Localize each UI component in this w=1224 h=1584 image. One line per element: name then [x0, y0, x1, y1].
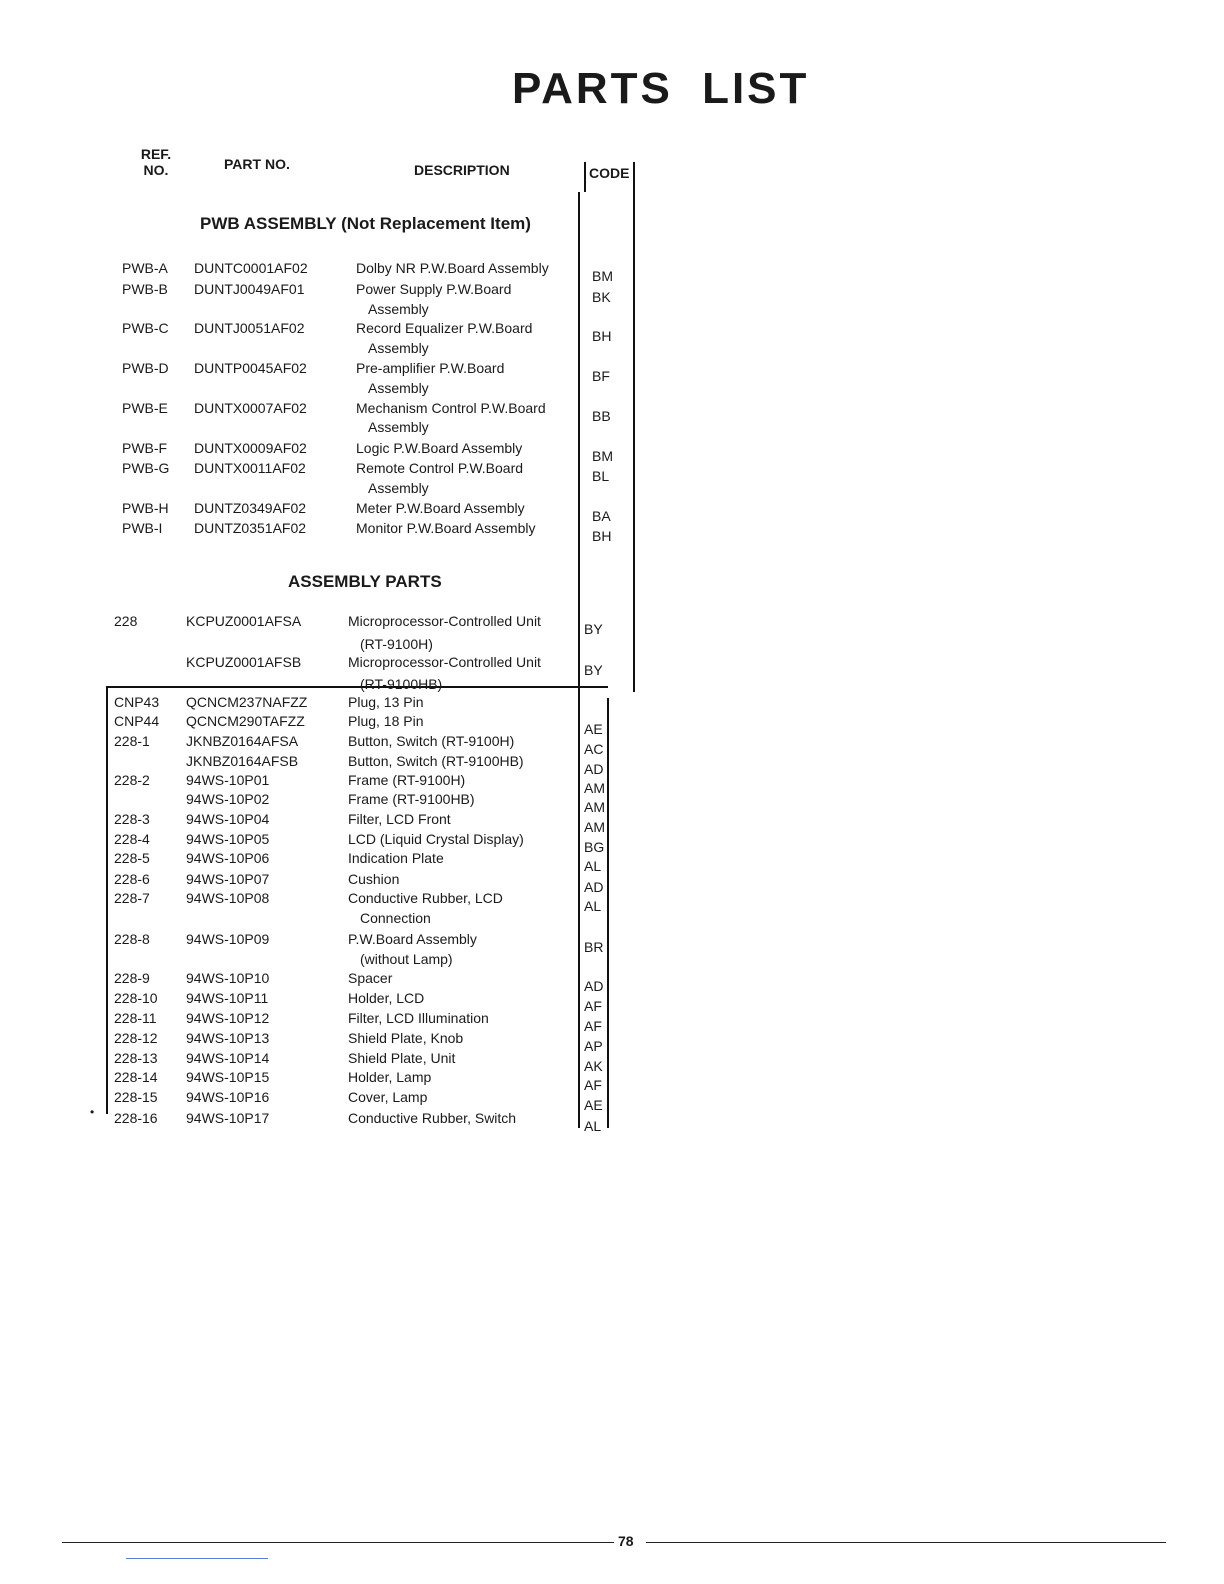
- description-cell: Mechanism Control P.W.Board: [356, 400, 546, 416]
- description-cell: Indication Plate: [348, 850, 444, 866]
- ref-cell: 228-16: [114, 1110, 158, 1126]
- part-no-cell: 94WS-10P13: [186, 1030, 270, 1046]
- description-cell: Assembly: [368, 340, 429, 356]
- ref-cell: CNP43: [114, 694, 160, 710]
- part-no-cell: KCPUZ0001AFSA: [186, 613, 302, 629]
- description-cell: LCD (Liquid Crystal Display): [348, 831, 524, 847]
- footer-rule-right: [646, 1542, 1166, 1543]
- code-cell: BR: [584, 939, 604, 955]
- part-no-cell: DUNTX0009AF02: [194, 440, 307, 456]
- table-row: [0, 733, 660, 757]
- code-cell: BY: [584, 662, 603, 678]
- description-cell: Assembly: [368, 480, 429, 496]
- table-row: [0, 281, 660, 305]
- table-row: [0, 360, 660, 384]
- section-heading-pwb-assembly: PWB ASSEMBLY (Not Replacement Item): [200, 214, 531, 233]
- description-cell: Assembly: [368, 419, 429, 435]
- table-row: [0, 320, 660, 344]
- description-cell: (RT-9100HB): [360, 676, 443, 692]
- part-no-cell: 94WS-10P14: [186, 1050, 270, 1066]
- table-row: [0, 636, 660, 656]
- table-row: [0, 1050, 660, 1074]
- description-cell: Filter, LCD Illumination: [348, 1010, 489, 1026]
- table-row: [0, 340, 660, 360]
- part-no-cell: DUNTJ0051AF02: [194, 320, 305, 336]
- ref-cell: 228-15: [114, 1089, 158, 1105]
- table-row: [0, 970, 660, 994]
- part-no-cell: 94WS-10P10: [186, 970, 270, 986]
- description-cell: (RT-9100H): [360, 636, 433, 652]
- ref-cell: PWB-H: [122, 500, 169, 516]
- code-cell: AE: [584, 1097, 603, 1113]
- ref-cell: PWB-G: [122, 460, 170, 476]
- code-cell: AD: [584, 978, 604, 994]
- ref-cell: 228-9: [114, 970, 150, 986]
- ref-cell: 228-11: [114, 1010, 157, 1026]
- description-cell: Power Supply P.W.Board: [356, 281, 512, 297]
- description-cell: Plug, 13 Pin: [348, 694, 424, 710]
- ref-cell: PWB-E: [122, 400, 168, 416]
- code-cell: AP: [584, 1038, 603, 1054]
- part-no-cell: DUNTZ0351AF02: [194, 520, 307, 536]
- description-cell: Shield Plate, Unit: [348, 1050, 456, 1066]
- table-row: [0, 419, 660, 439]
- part-no-cell: JKNBZ0164AFSB: [186, 753, 299, 769]
- table-row: [0, 440, 660, 464]
- description-cell: Microprocessor-Controlled Unit: [348, 613, 541, 629]
- part-no-cell: 94WS-10P16: [186, 1089, 270, 1105]
- ref-cell: 228-2: [114, 772, 150, 788]
- ref-cell: 228-7: [114, 890, 150, 906]
- table-row: [0, 480, 660, 500]
- description-cell: Holder, LCD: [348, 990, 425, 1006]
- code-cell: BA: [592, 508, 611, 524]
- table-row: [0, 931, 660, 955]
- ref-cell: PWB-A: [122, 260, 168, 276]
- code-cell: AM: [584, 799, 605, 815]
- part-no-cell: 94WS-10P04: [186, 811, 270, 827]
- code-cell: AK: [584, 1058, 603, 1074]
- code-cell: BK: [592, 289, 611, 305]
- table-row: [0, 791, 660, 815]
- part-no-cell: DUNTP0045AF02: [194, 360, 307, 376]
- code-cell: AF: [584, 998, 602, 1014]
- link-underline: [126, 1558, 268, 1559]
- ref-cell: PWB-B: [122, 281, 168, 297]
- part-no-cell: 94WS-10P06: [186, 850, 270, 866]
- description-cell: Plug, 18 Pin: [348, 713, 424, 729]
- table-row: [0, 890, 660, 914]
- part-no-cell: 94WS-10P09: [186, 931, 270, 947]
- table-row: [0, 380, 660, 400]
- table-row: [0, 772, 660, 796]
- description-cell: Logic P.W.Board Assembly: [356, 440, 523, 456]
- table-row: [0, 910, 660, 930]
- table-row: [0, 990, 660, 1014]
- table-row: [0, 713, 660, 737]
- table-row: [0, 1010, 660, 1034]
- description-cell: Shield Plate, Knob: [348, 1030, 464, 1046]
- ref-cell: 228-5: [114, 850, 150, 866]
- code-cell: AD: [584, 761, 604, 777]
- description-cell: Spacer: [348, 970, 393, 986]
- code-cell: AL: [584, 858, 602, 874]
- table-row: [0, 520, 660, 544]
- ref-cell: 228: [114, 613, 138, 629]
- description-cell: Remote Control P.W.Board: [356, 460, 524, 476]
- code-cell: AL: [584, 1118, 602, 1134]
- code-cell: AE: [584, 721, 603, 737]
- part-no-cell: QCNCM290TAFZZ: [186, 713, 305, 729]
- part-no-cell: DUNTC0001AF02: [194, 260, 308, 276]
- table-row: [0, 676, 660, 696]
- code-cell: AL: [584, 898, 602, 914]
- part-no-cell: 94WS-10P02: [186, 791, 270, 807]
- table-row: [0, 500, 660, 524]
- description-cell: Pre-amplifier P.W.Board: [356, 360, 505, 376]
- code-cell: BM: [592, 268, 613, 284]
- table-row: [0, 1110, 660, 1134]
- header-description: DESCRIPTION: [414, 162, 510, 178]
- part-no-cell: 94WS-10P12: [186, 1010, 270, 1026]
- table-row: [0, 1089, 660, 1113]
- table-row: [0, 301, 660, 321]
- description-cell: Record Equalizer P.W.Board: [356, 320, 533, 336]
- part-no-cell: JKNBZ0164AFSA: [186, 733, 299, 749]
- part-no-cell: DUNTX0007AF02: [194, 400, 307, 416]
- description-cell: Button, Switch (RT-9100HB): [348, 753, 524, 769]
- table-row: [0, 951, 660, 971]
- description-cell: Frame (RT-9100HB): [348, 791, 475, 807]
- code-cell: AF: [584, 1018, 602, 1034]
- description-cell: Conductive Rubber, Switch: [348, 1110, 517, 1126]
- part-no-cell: 94WS-10P01: [186, 772, 270, 788]
- description-cell: Microprocessor-Controlled Unit: [348, 654, 541, 670]
- part-no-cell: DUNTZ0349AF02: [194, 500, 307, 516]
- table-row: [0, 1069, 660, 1093]
- description-cell: Meter P.W.Board Assembly: [356, 500, 525, 516]
- code-cell: BL: [592, 468, 610, 484]
- ref-cell: 228-3: [114, 811, 150, 827]
- description-cell: Button, Switch (RT-9100H): [348, 733, 515, 749]
- table-row: [0, 831, 660, 855]
- description-cell: (without Lamp): [360, 951, 453, 967]
- description-cell: Frame (RT-9100H): [348, 772, 466, 788]
- page-title: PARTS LIST: [512, 64, 810, 113]
- ref-cell: 228-14: [114, 1069, 158, 1085]
- ref-cell: 228-1: [114, 733, 150, 749]
- ref-cell: PWB-F: [122, 440, 168, 456]
- code-cell: AC: [584, 741, 604, 757]
- ref-cell: PWB-I: [122, 520, 163, 536]
- ref-cell: 228-12: [114, 1030, 158, 1046]
- part-no-cell: 94WS-10P05: [186, 831, 270, 847]
- header-ref-no: REF. NO.: [140, 146, 172, 178]
- part-no-cell: KCPUZ0001AFSB: [186, 654, 302, 670]
- code-cell: AF: [584, 1077, 602, 1093]
- code-cell: AM: [584, 780, 605, 796]
- header-code: CODE: [589, 165, 630, 181]
- table-row: [0, 654, 660, 678]
- code-cell: BF: [592, 368, 610, 384]
- ref-cell: 228-13: [114, 1050, 158, 1066]
- table-row: [0, 753, 660, 777]
- code-cell: BG: [584, 839, 605, 855]
- table-row: [0, 694, 660, 714]
- part-no-cell: DUNTX0011AF02: [194, 460, 306, 476]
- code-cell: BB: [592, 408, 611, 424]
- description-cell: Cover, Lamp: [348, 1089, 428, 1105]
- description-cell: Monitor P.W.Board Assembly: [356, 520, 536, 536]
- section-heading-assembly-parts: ASSEMBLY PARTS: [288, 572, 442, 591]
- table-row: [0, 1030, 660, 1054]
- code-cell: BY: [584, 621, 603, 637]
- code-cell: AD: [584, 879, 604, 895]
- table-row: [0, 400, 660, 424]
- code-cell: AM: [584, 819, 605, 835]
- part-no-cell: 94WS-10P11: [186, 990, 269, 1006]
- ref-cell: 228-4: [114, 831, 150, 847]
- description-cell: Dolby NR P.W.Board Assembly: [356, 260, 549, 276]
- code-column-left-border: [584, 162, 586, 192]
- ref-cell: PWB-D: [122, 360, 169, 376]
- bullet-mark: •: [90, 1105, 95, 1119]
- code-cell: BH: [592, 528, 612, 544]
- description-cell: Connection: [360, 910, 431, 926]
- description-cell: Cushion: [348, 871, 400, 887]
- description-cell: P.W.Board Assembly: [348, 931, 477, 947]
- description-cell: Assembly: [368, 301, 429, 317]
- ref-cell: PWB-C: [122, 320, 169, 336]
- table-row: [0, 871, 660, 895]
- part-no-cell: 94WS-10P17: [186, 1110, 270, 1126]
- table-row: [0, 460, 660, 484]
- table-row: [0, 260, 660, 284]
- description-cell: Holder, Lamp: [348, 1069, 432, 1085]
- ref-cell: 228-8: [114, 931, 150, 947]
- part-no-cell: 94WS-10P08: [186, 890, 270, 906]
- table-row: [0, 811, 660, 835]
- header-part-no: PART NO.: [224, 156, 290, 172]
- description-cell: Conductive Rubber, LCD: [348, 890, 503, 906]
- ref-cell: 228-10: [114, 990, 158, 1006]
- part-no-cell: 94WS-10P15: [186, 1069, 270, 1085]
- ref-cell: CNP44: [114, 713, 160, 729]
- code-cell: BM: [592, 448, 613, 464]
- code-cell: BH: [592, 328, 612, 344]
- page-number: 78: [618, 1533, 634, 1549]
- part-no-cell: DUNTJ0049AF01: [194, 281, 305, 297]
- ref-cell: 228-6: [114, 871, 150, 887]
- footer-rule-left: [62, 1542, 614, 1543]
- part-no-cell: 94WS-10P07: [186, 871, 270, 887]
- description-cell: Filter, LCD Front: [348, 811, 451, 827]
- description-cell: Assembly: [368, 380, 429, 396]
- table-row: [0, 850, 660, 874]
- part-no-cell: QCNCM237NAFZZ: [186, 694, 308, 710]
- table-row: [0, 613, 660, 637]
